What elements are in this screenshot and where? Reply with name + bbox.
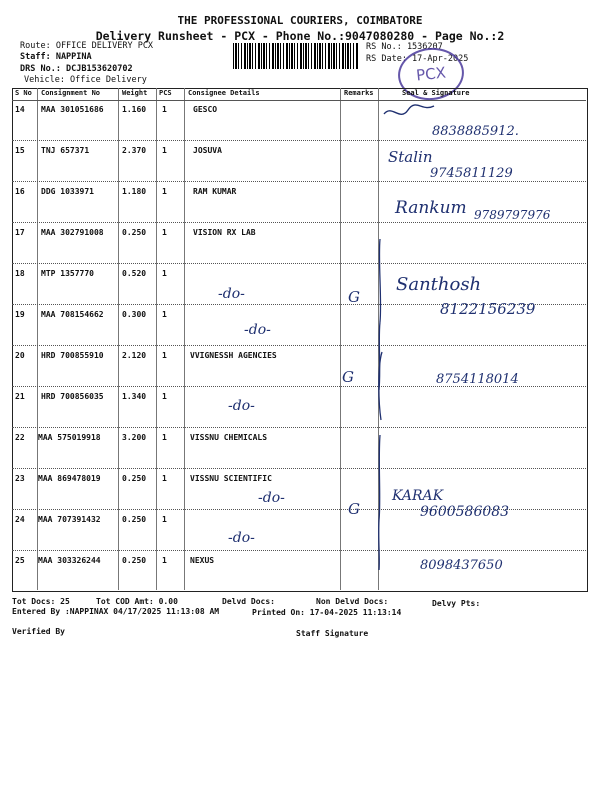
column-divider [156, 88, 157, 590]
row-consignment: MAA 575019918 [38, 433, 101, 442]
col-sno: S No [15, 89, 32, 97]
total-cod: Tot COD Amt: 0.00 [96, 597, 178, 606]
row-pcs: 1 [162, 228, 167, 237]
ditto-mark: -do- [258, 490, 285, 506]
row-consignment: MAA 707391432 [38, 515, 101, 524]
row-sno: 22 [15, 433, 25, 442]
row-weight: 3.200 [122, 433, 147, 442]
delivered-docs: Delvd Docs: [222, 597, 275, 606]
remark-mark: G [348, 500, 360, 518]
handwritten-signature: Santhosh [396, 274, 482, 295]
row-pcs: 1 [162, 515, 167, 524]
ditto-mark: -do- [228, 398, 255, 414]
row-weight: 0.300 [122, 310, 147, 319]
row-sno: 16 [15, 187, 25, 196]
col-consignee: Consignee Details [188, 89, 260, 97]
delivery-points: Delvy Pts: [432, 599, 481, 608]
row-sno: 19 [15, 310, 25, 319]
staff-label: Staff: NAPPINA [20, 52, 92, 62]
ditto-mark: -do- [218, 286, 245, 302]
handwritten-signature: Stalin [388, 148, 433, 166]
handwritten-phone: 9745811129 [430, 166, 513, 181]
row-weight: 1.160 [122, 105, 147, 114]
row-consignee: RAM KUMAR [193, 187, 237, 196]
column-divider [118, 88, 119, 590]
remark-mark: G [348, 288, 360, 306]
row-pcs: 1 [162, 556, 167, 565]
row-sno: 24 [15, 515, 25, 524]
row-consignee: GESCO [193, 105, 218, 114]
col-pcs: PCS [159, 89, 172, 97]
row-pcs: 1 [162, 146, 167, 155]
entered-by: Entered By :NAPPINAX 04/17/2025 11:13:08 AM [12, 607, 220, 616]
handwritten-phone: 8754118014 [436, 372, 519, 387]
ditto-mark: -do- [244, 322, 271, 338]
remark-mark: G [342, 368, 354, 386]
row-consignment: MAA 301051686 [41, 105, 104, 114]
row-consignment: MAA 302791008 [41, 228, 104, 237]
handwritten-signature: KARAK [392, 488, 444, 504]
col-remarks: Remarks [344, 89, 374, 97]
row-consignee: JOSUVA [193, 146, 222, 155]
handwritten-phone: 9600586083 [420, 504, 510, 520]
ditto-mark: -do- [228, 530, 255, 546]
handwritten-signature: Rankum [395, 198, 467, 218]
column-divider [340, 88, 341, 590]
row-sno: 18 [15, 269, 25, 278]
row-sno: 25 [15, 556, 25, 565]
row-consignment: HRD 700855910 [41, 351, 104, 360]
row-consignee: VVIGNESSH AGENCIES [190, 351, 277, 360]
row-pcs: 1 [162, 474, 167, 483]
row-consignment: DDG 1033971 [41, 187, 94, 196]
row-consignment: MAA 708154662 [41, 310, 104, 319]
column-divider [184, 88, 185, 590]
total-docs: Tot Docs: 25 [12, 597, 70, 606]
verified-by: Verified By [12, 627, 65, 636]
row-consignment: MAA 303326244 [38, 556, 101, 565]
printed-on: Printed On: 17-04-2025 11:13:14 [252, 608, 402, 617]
handwritten-phone: 8098437650 [420, 558, 503, 573]
row-weight: 0.250 [122, 515, 147, 524]
row-sno: 20 [15, 351, 25, 360]
row-pcs: 1 [162, 392, 167, 401]
row-pcs: 1 [162, 187, 167, 196]
row-weight: 2.370 [122, 146, 147, 155]
row-consignee: VISION RX LAB [193, 228, 256, 237]
handwritten-phone: 8122156239 [440, 300, 536, 318]
row-pcs: 1 [162, 310, 167, 319]
drs-label: DRS No.: DCJB153620702 [20, 64, 133, 74]
col-seal-signature: Seal & Signature [402, 89, 470, 97]
row-pcs: 1 [162, 269, 167, 278]
row-consignment: HRD 700856035 [41, 392, 104, 401]
row-weight: 0.250 [122, 556, 147, 565]
company-title: THE PROFESSIONAL COURIERS, COIMBATORE [177, 14, 423, 27]
row-pcs: 1 [162, 105, 167, 114]
runsheet-subtitle: Delivery Runsheet - PCX - Phone No.:9047080280 - Page No.:2 [95, 29, 505, 43]
rs-date: RS Date: 17-Apr-2025 [366, 54, 469, 64]
row-consignee: VISSNU CHEMICALS [190, 433, 268, 442]
row-weight: 0.250 [122, 228, 147, 237]
row-pcs: 1 [162, 433, 167, 442]
col-consignment: Consignment No [41, 89, 101, 97]
staff-signature: Staff Signature [296, 629, 369, 638]
row-sno: 21 [15, 392, 25, 401]
row-consignee: VISSNU SCIENTIFIC [190, 474, 272, 483]
row-sno: 15 [15, 146, 25, 155]
row-weight: 0.520 [122, 269, 147, 278]
row-consignee: NEXUS [190, 556, 215, 565]
row-sno: 17 [15, 228, 25, 237]
row-consignment: TNJ 657371 [41, 146, 90, 155]
row-weight: 1.340 [122, 392, 147, 401]
col-weight: Weight [122, 89, 148, 97]
row-consignment: MAA 869478019 [38, 474, 101, 483]
barcode-image [233, 43, 359, 69]
row-sno: 23 [15, 474, 25, 483]
rs-number: RS No.: 1536207 [366, 42, 443, 52]
pcx-stamp: PCX [395, 45, 466, 104]
non-delivered-docs: Non Delvd Docs: [316, 597, 389, 606]
handwritten-phone: 9789797976 [474, 208, 551, 222]
vehicle-label: Vehicle: Office Delivery [24, 75, 147, 85]
row-consignment: MTP 1357770 [41, 269, 94, 278]
row-weight: 1.180 [122, 187, 147, 196]
row-pcs: 1 [162, 351, 167, 360]
row-weight: 2.120 [122, 351, 147, 360]
row-sno: 14 [15, 105, 25, 114]
row-weight: 0.250 [122, 474, 147, 483]
handwritten-phone: 8838885912. [432, 124, 519, 139]
route-label: Route: OFFICE DELIVERY PCX [20, 41, 154, 51]
